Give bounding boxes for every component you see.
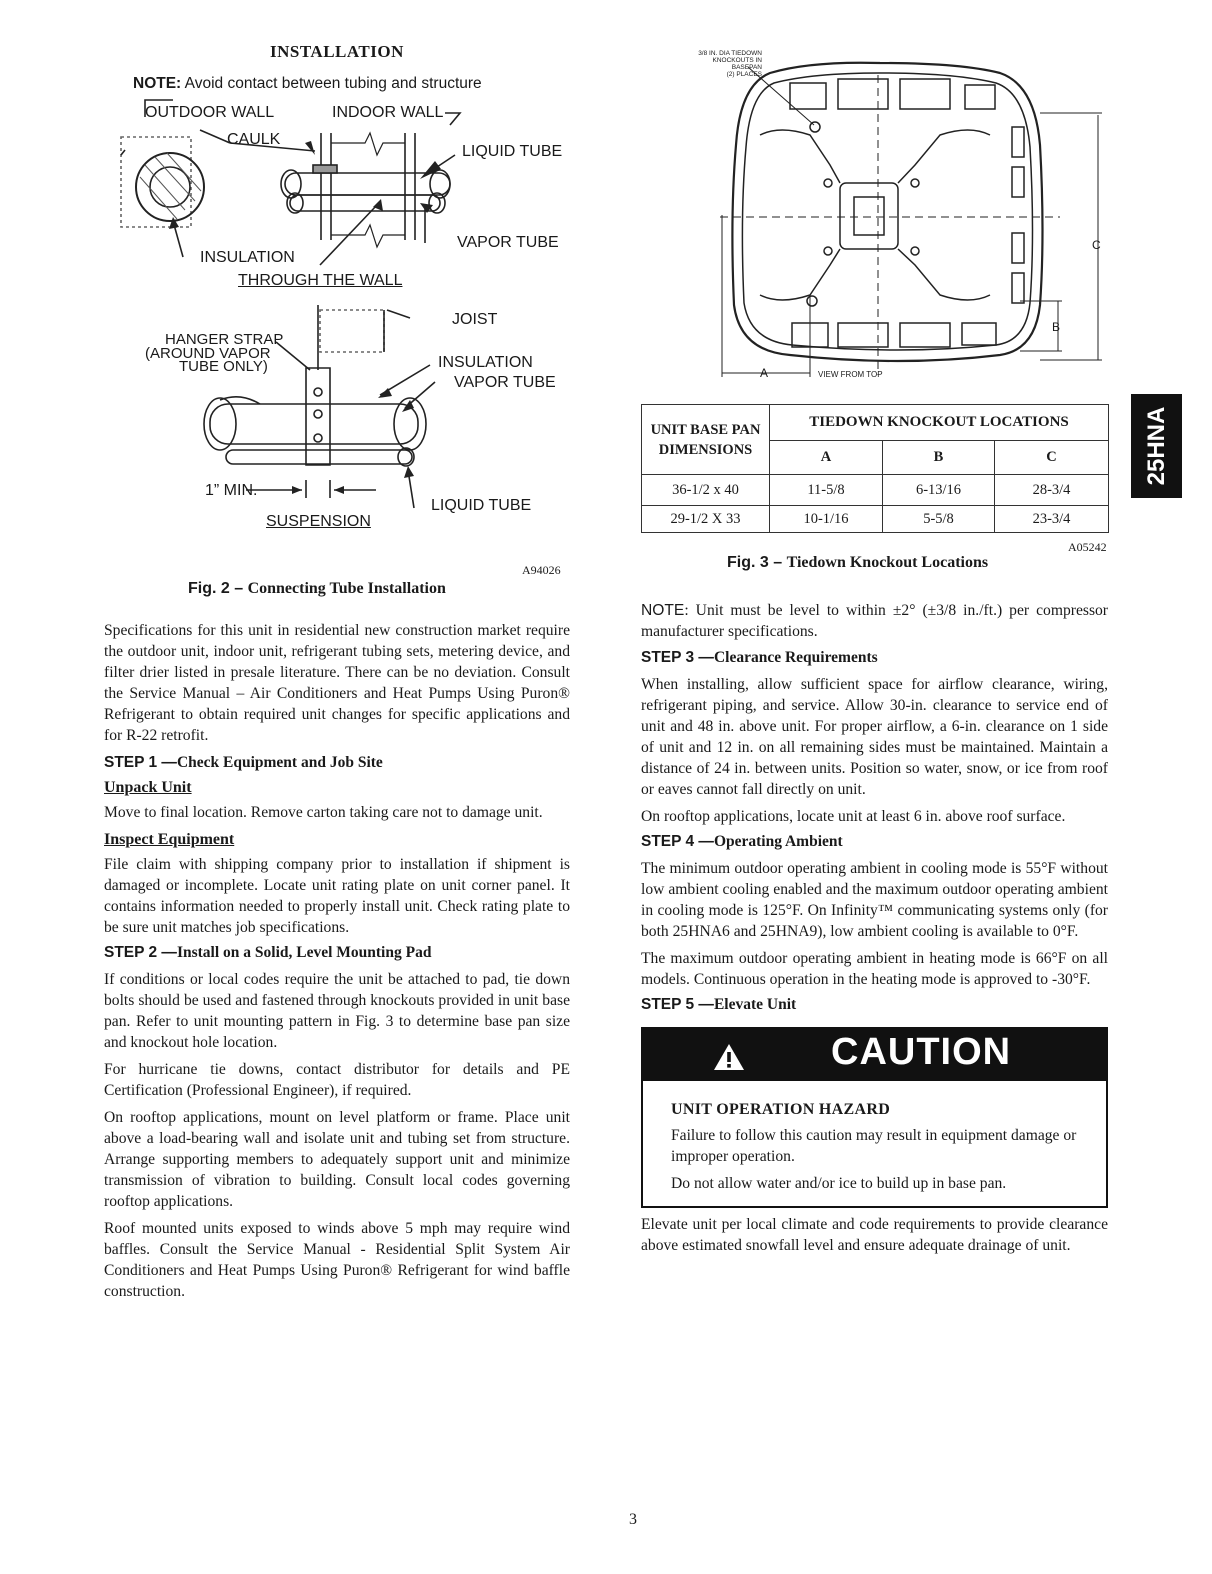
knockout-table xyxy=(641,404,1109,533)
fig3-caption xyxy=(727,554,988,572)
side-tab-label: 25HNA xyxy=(1142,406,1170,486)
step2-title: Install on a Solid, Level Mounting Pad xyxy=(176,944,432,961)
inspect-paragraph: File claim with shipping company prior to installation if shipment is damaged or incomplete. Locate unit rating plate on unit corner panel. It contains information needed to properly install unit. Check rating plate to be sure unit matches job specifications. xyxy=(104,856,570,936)
step3-paragraph-1: When installing, allow sufficient space for airflow clearance, wiring, refrigerant piping, and service. Allow 30-in. clearance to service end of unit and 48 in. above unit. For proper airflow, a 6-in. clearance on 1 side of unit and 12 in. on all remaining sides must be maintained. Maintain a distance of 24 in. between units. Position so water, snow, or ice from roof or eaves cannot fall directly on unit. xyxy=(641,676,1108,798)
table-header-dim-line2: DIMENSIONS xyxy=(658,441,753,458)
table-cell: 28-3/4 xyxy=(995,475,1109,506)
step5-heading xyxy=(641,996,1108,1014)
step2-paragraph-3: On rooftop applications, mount on level platform or frame. Place unit above a load-bearing wall and isolate unit and tubing set from structure. Arrange supporting members to adequately support unit and minimize transmission of vibration to building. Consult local codes governing rooftop applications. xyxy=(104,1109,570,1210)
dim-a-label: A xyxy=(760,366,769,380)
label-indoor-wall: INDOOR WALL xyxy=(332,104,444,121)
fig3-caption-label: Fig. 3 – xyxy=(727,554,787,571)
fig3-caption-text: Tiedown Knockout Locations xyxy=(786,554,989,571)
knockout-note-1: 3/8 IN. DIA TIEDOWN xyxy=(698,50,762,57)
section-side-tab xyxy=(1131,394,1182,498)
step5-paragraph: Elevate unit per local climate and code requirements to provide clearance above estimated snowfall level and ensure adequate drainage of unit. xyxy=(641,1216,1108,1254)
hazard-paragraph-2: Do not allow water and/or ice to build up in base pan. xyxy=(671,1175,1007,1192)
table-cell: 6-13/16 xyxy=(883,475,995,506)
fig3-code: A05242 xyxy=(1068,540,1107,554)
step2-paragraph-4: Roof mounted units exposed to winds above 5 mph may require wind baffles. Consult the Service Manual - Residential Split System Air Conditioners and Heat Pumps Using Puron® Refrigerant for wind baffle construction. xyxy=(104,1220,570,1300)
table-header-dim-line1: UNIT BASE PAN xyxy=(650,421,761,438)
knockout-note-3: (2) PLACES xyxy=(726,71,762,78)
unpack-heading: Unpack Unit xyxy=(104,779,192,796)
label-joist: JOIST xyxy=(452,311,498,328)
step3-label: STEP 3 — xyxy=(641,649,714,666)
step5-title: Elevate Unit xyxy=(713,996,797,1013)
step1-title: Check Equipment and Job Site xyxy=(176,754,383,771)
table-header-b: B xyxy=(883,441,995,475)
warning-triangle-icon xyxy=(713,1043,745,1071)
label-insulation-2: INSULATION xyxy=(438,354,533,371)
step2-heading xyxy=(104,944,570,962)
fig2-note-text: Avoid contact between tubing and structure xyxy=(181,75,482,92)
step3-title: Clearance Requirements xyxy=(713,649,878,666)
dim-c-label: C xyxy=(1092,238,1101,252)
table-cell: 23-3/4 xyxy=(995,506,1109,533)
label-one-inch-min: 1” MIN. xyxy=(205,482,258,499)
table-row xyxy=(642,506,1109,533)
step1-label: STEP 1 — xyxy=(104,754,177,771)
table-header-c: C xyxy=(995,441,1109,475)
step4-paragraph-1: The minimum outdoor operating ambient in cooling mode is 55°F without low ambient cooling enabled and the maximum outdoor operating ambient in cooling mode is 125°F. On Infinity™ communicating systems only (for both 25HNA6 and 25HNA9), low ambient cooling is available to 0°F. xyxy=(641,860,1108,940)
label-suspension: SUSPENSION xyxy=(266,513,371,530)
inspect-heading: Inspect Equipment xyxy=(104,831,235,848)
step2-label: STEP 2 — xyxy=(104,944,177,961)
fig2-caption-label: Fig. 2 – xyxy=(188,580,248,597)
step2-paragraph-2: For hurricane tie downs, contact distributor for details and PE Certification (Professional Engineer), if required. xyxy=(104,1061,570,1099)
label-vapor-tube-2: VAPOR TUBE xyxy=(454,374,556,391)
fig2-heading: INSTALLATION xyxy=(270,42,404,61)
step3-heading xyxy=(641,649,1108,667)
step4-label: STEP 4 — xyxy=(641,833,714,850)
fig2-caption xyxy=(188,580,446,598)
table-row xyxy=(642,475,1109,506)
page-number: 3 xyxy=(629,1511,637,1528)
intro-paragraph: Specifications for this unit in residential new construction market require the outdoor unit, indoor unit, refrigerant tubing sets, metering device, and filter drier listed in presale literature. There can be no deviation. Consult the Service Manual – Air Conditioners and Heat Pumps Using Puron® Refrigerant to obtain required unit changes for specific applications and for R-22 retrofit. xyxy=(104,622,570,744)
table-header-a: A xyxy=(770,441,883,475)
knockout-note-2: KNOCKOUTS IN BASEPAN xyxy=(712,57,762,71)
step4-paragraph-2: The maximum outdoor operating ambient in heating mode is 66°F on all models. Continuous operation in the heating mode is approved to -30°F. xyxy=(641,950,1108,988)
step3-paragraph-2: On rooftop applications, locate unit at least 6 in. above roof surface. xyxy=(641,808,1066,825)
table-header-locations: TIEDOWN KNOCKOUT LOCATIONS xyxy=(770,405,1109,441)
caution-banner xyxy=(643,1029,1106,1081)
level-note-text: : Unit must be level to within ±2° (±3/8 in./ft.) per compressor manufacturer specifications. xyxy=(641,602,1108,640)
table-cell: 11-5/8 xyxy=(770,475,883,506)
label-insulation: INSULATION xyxy=(200,249,295,266)
step4-heading xyxy=(641,833,1108,851)
fig2-note-label: NOTE: xyxy=(133,75,182,92)
label-hanger-strap-2: (AROUND VAPOR xyxy=(145,345,271,362)
hazard-title: UNIT OPERATION HAZARD xyxy=(671,1101,891,1118)
label-liquid-tube: LIQUID TUBE xyxy=(462,143,563,160)
step4-title: Operating Ambient xyxy=(713,833,843,850)
label-liquid-tube-2: LIQUID TUBE xyxy=(431,497,532,514)
table-cell: 10-1/16 xyxy=(770,506,883,533)
fig2-note xyxy=(133,75,482,93)
left-column xyxy=(104,620,570,1302)
right-column xyxy=(641,600,1108,1256)
caution-box xyxy=(641,1027,1108,1208)
label-through-wall: THROUGH THE WALL xyxy=(238,272,403,289)
table-cell: 5-5/8 xyxy=(883,506,995,533)
table-cell: 36-1/2 x 40 xyxy=(642,475,770,506)
unpack-paragraph: Move to final location. Remove carton taking care not to damage unit. xyxy=(104,804,543,821)
label-hanger-strap-3: TUBE ONLY) xyxy=(179,358,268,375)
level-note-label: NOTE xyxy=(641,602,685,619)
caution-word: CAUTION xyxy=(831,1031,1012,1073)
table-header-dimensions xyxy=(642,405,770,475)
caution-body xyxy=(643,1081,1106,1206)
step1-heading xyxy=(104,754,570,772)
base-pan-diagram xyxy=(700,55,1110,385)
label-hanger-strap-1: HANGER STRAP xyxy=(165,331,284,348)
table-cell: 29-1/2 X 33 xyxy=(642,506,770,533)
step5-label: STEP 5 — xyxy=(641,996,714,1013)
through-wall-diagram xyxy=(115,95,585,295)
step2-paragraph-1: If conditions or local codes require the unit be attached to pad, tie down bolts should be used and fastened through knockouts provided in unit base pan. Refer to unit mounting pattern in Fig. 3 to determine base pan size and knockout hole location. xyxy=(104,971,570,1051)
view-from-top-label: VIEW FROM TOP xyxy=(818,370,883,379)
dim-b-label: B xyxy=(1052,320,1061,334)
label-outdoor-wall: OUTDOOR WALL xyxy=(145,104,275,121)
label-vapor-tube: VAPOR TUBE xyxy=(457,234,559,251)
hazard-paragraph-1: Failure to follow this caution may result in equipment damage or improper operation. xyxy=(671,1127,1077,1165)
level-note xyxy=(641,600,1108,642)
label-caulk: CAULK xyxy=(227,131,281,148)
fig2-caption-text: Connecting Tube Installation xyxy=(247,580,446,597)
fig2-code: A94026 xyxy=(522,563,561,577)
